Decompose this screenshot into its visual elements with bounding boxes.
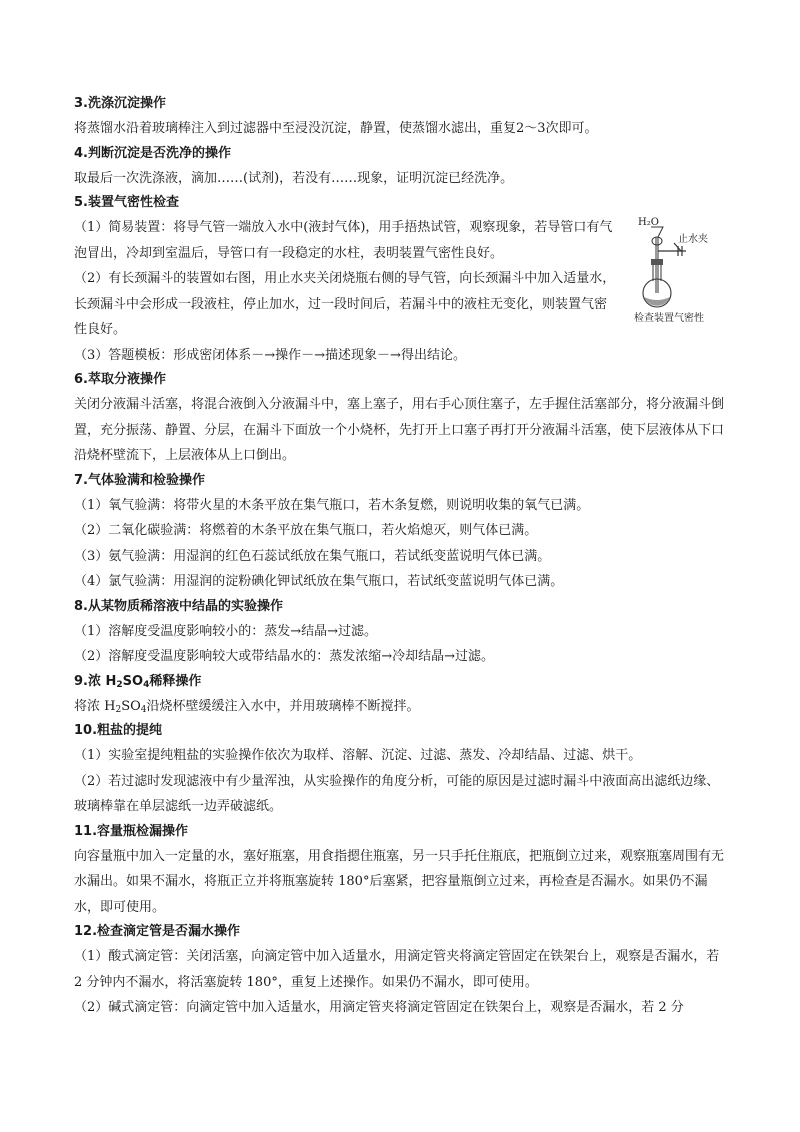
figure-caption: 检查装置气密性	[634, 313, 704, 324]
list-item: （2）若过滤时发现滤液中有少量浑浊，从实验操作的角度分析，可能的原因是过滤时漏斗中液面高出滤纸边缘、玻璃棒靠在单层滤纸一边弄破滤纸。	[74, 773, 720, 814]
section-5	[74, 191, 730, 368]
section-heading: 10.粗盐的提纯	[74, 723, 163, 738]
section-heading: 3.洗涤沉淀操作	[74, 96, 166, 111]
list-item: （2）二氧化碳验满：将燃着的木条平放在集气瓶口，若火焰熄灭，则气体已满。	[74, 523, 538, 538]
water-label: H₂O	[638, 217, 659, 228]
section-9	[74, 670, 730, 720]
section-4	[74, 142, 730, 192]
section-12	[74, 920, 730, 1021]
document-page	[74, 92, 730, 1021]
section-6	[74, 368, 730, 469]
section-8	[74, 595, 730, 670]
section-11	[74, 820, 730, 921]
apparatus-diagram	[634, 213, 734, 325]
list-item: （2）溶解度受温度影响较大或带结晶水的：蒸发浓缩→冷却结晶→过滤。	[74, 649, 495, 664]
section-heading: 9.浓 $H_2SO_4$稀释操作	[74, 673, 202, 690]
section-heading: 4.判断沉淀是否洗净的操作	[74, 145, 231, 161]
paragraph: （1）简易装置：将导气管一端放入水中(液封气体)，用手捂热试管，观察现象，若导管口有气泡冒出，冷却到室温后，导管口有一段稳定的水柱，表明装置气密性良好。	[74, 220, 613, 261]
stopper	[651, 259, 663, 265]
paragraph: 取最后一次洗涤液，滴加……(试剂)，若没有……现象，证明沉淀已经洗净。	[74, 170, 514, 186]
list-item: （1）实验室提纯粗盐的实验操作依次为取样、溶解、沉淀、过滤、蒸发、冷却结晶、过滤、烘干。	[74, 748, 642, 763]
paragraph: 关闭分液漏斗活塞，将混合液倒入分液漏斗中，塞上塞子，用右手心顶住塞子，左手握住活塞部分，将分液漏斗倒置，充分振荡、静置、分层，在漏斗下面放一个小烧杯，先打开上口塞子再打开分液漏斗活塞，使下层液体从下口沿烧杯壁流下，上层液体从上口倒出。	[74, 397, 725, 463]
section-heading: 6.萃取分液操作	[74, 372, 166, 387]
section-10	[74, 719, 730, 820]
paragraph: （3）答题模板：形成密闭体系－→操作－→描述现象－→得出结论。	[74, 347, 466, 363]
list-item: （1）酸式滴定管：关闭活塞，向滴定管中加入适量水，用滴定管夹将滴定管固定在铁架台上，观察是否漏水，若 2 分钟内不漏水，将活塞旋转 180°，重复上述操作。如果仍不漏水，即可使用。	[74, 949, 720, 990]
flask-liquid	[644, 297, 670, 306]
paragraph: （2）有长颈漏斗的装置如右图，用止水夹关闭烧瓶右侧的导气管，向长颈漏斗中加入适量水，长颈漏斗中会形成一段液柱，停止加水，过一段时间后，若漏斗中的液柱无变化，则装置气密性良好。	[74, 271, 616, 337]
funnel-bulb	[652, 237, 662, 245]
list-item: （4）氯气验满：用湿润的淀粉碘化钾试纸放在集气瓶口，若试纸变蓝说明气体已满。	[74, 574, 564, 589]
list-item: （1）氧气验满：将带火星的木条平放在集气瓶口，若木条复燃，则说明收集的氧气已满。	[74, 497, 590, 513]
section-heading: 5.装置气密性检查	[74, 195, 179, 210]
airtightness-apparatus-figure	[634, 213, 734, 325]
section-heading: 8.从某物质稀溶液中结晶的实验操作	[74, 598, 283, 614]
clamp-label: 止水夹	[678, 234, 708, 245]
paragraph: 将蒸馏水沿着玻璃棒注入到过滤器中至浸没沉淀，静置，使蒸馏水滤出，重复2～3次即可。	[74, 121, 598, 136]
section-heading: 12.检查滴定管是否漏水操作	[74, 924, 241, 939]
paragraph: 将浓 $H_2SO_4$沿烧杯壁缓缓注入水中，并用玻璃棒不断搅拌。	[74, 698, 420, 715]
paragraph: 向容量瓶中加入一定量的水，塞好瓶塞，用食指摁住瓶塞，另一只手托住瓶底，把瓶倒立过来，观察瓶塞周围有无水漏出。如果不漏水，将瓶正立并将瓶塞旋转 180°后塞紧，把容量瓶倒立过来，再检查是否漏水。如果仍不漏水，即可使用。	[74, 848, 725, 915]
list-item: （1）溶解度受温度影响较小的：蒸发→结晶→过滤。	[74, 623, 378, 639]
list-item: （2）碱式滴定管：向滴定管中加入适量水，用滴定管夹将滴定管固定在铁架台上，观察是否漏水，若 2 分	[74, 1000, 684, 1015]
list-item: （3）氨气验满：用湿润的红色石蕊试纸放在集气瓶口，若试纸变蓝说明气体已满。	[74, 548, 551, 564]
section-heading: 11.容量瓶检漏操作	[74, 823, 189, 839]
section-7	[74, 469, 730, 595]
section-heading: 7.气体验满和检验操作	[74, 472, 205, 488]
section-3	[74, 92, 730, 142]
